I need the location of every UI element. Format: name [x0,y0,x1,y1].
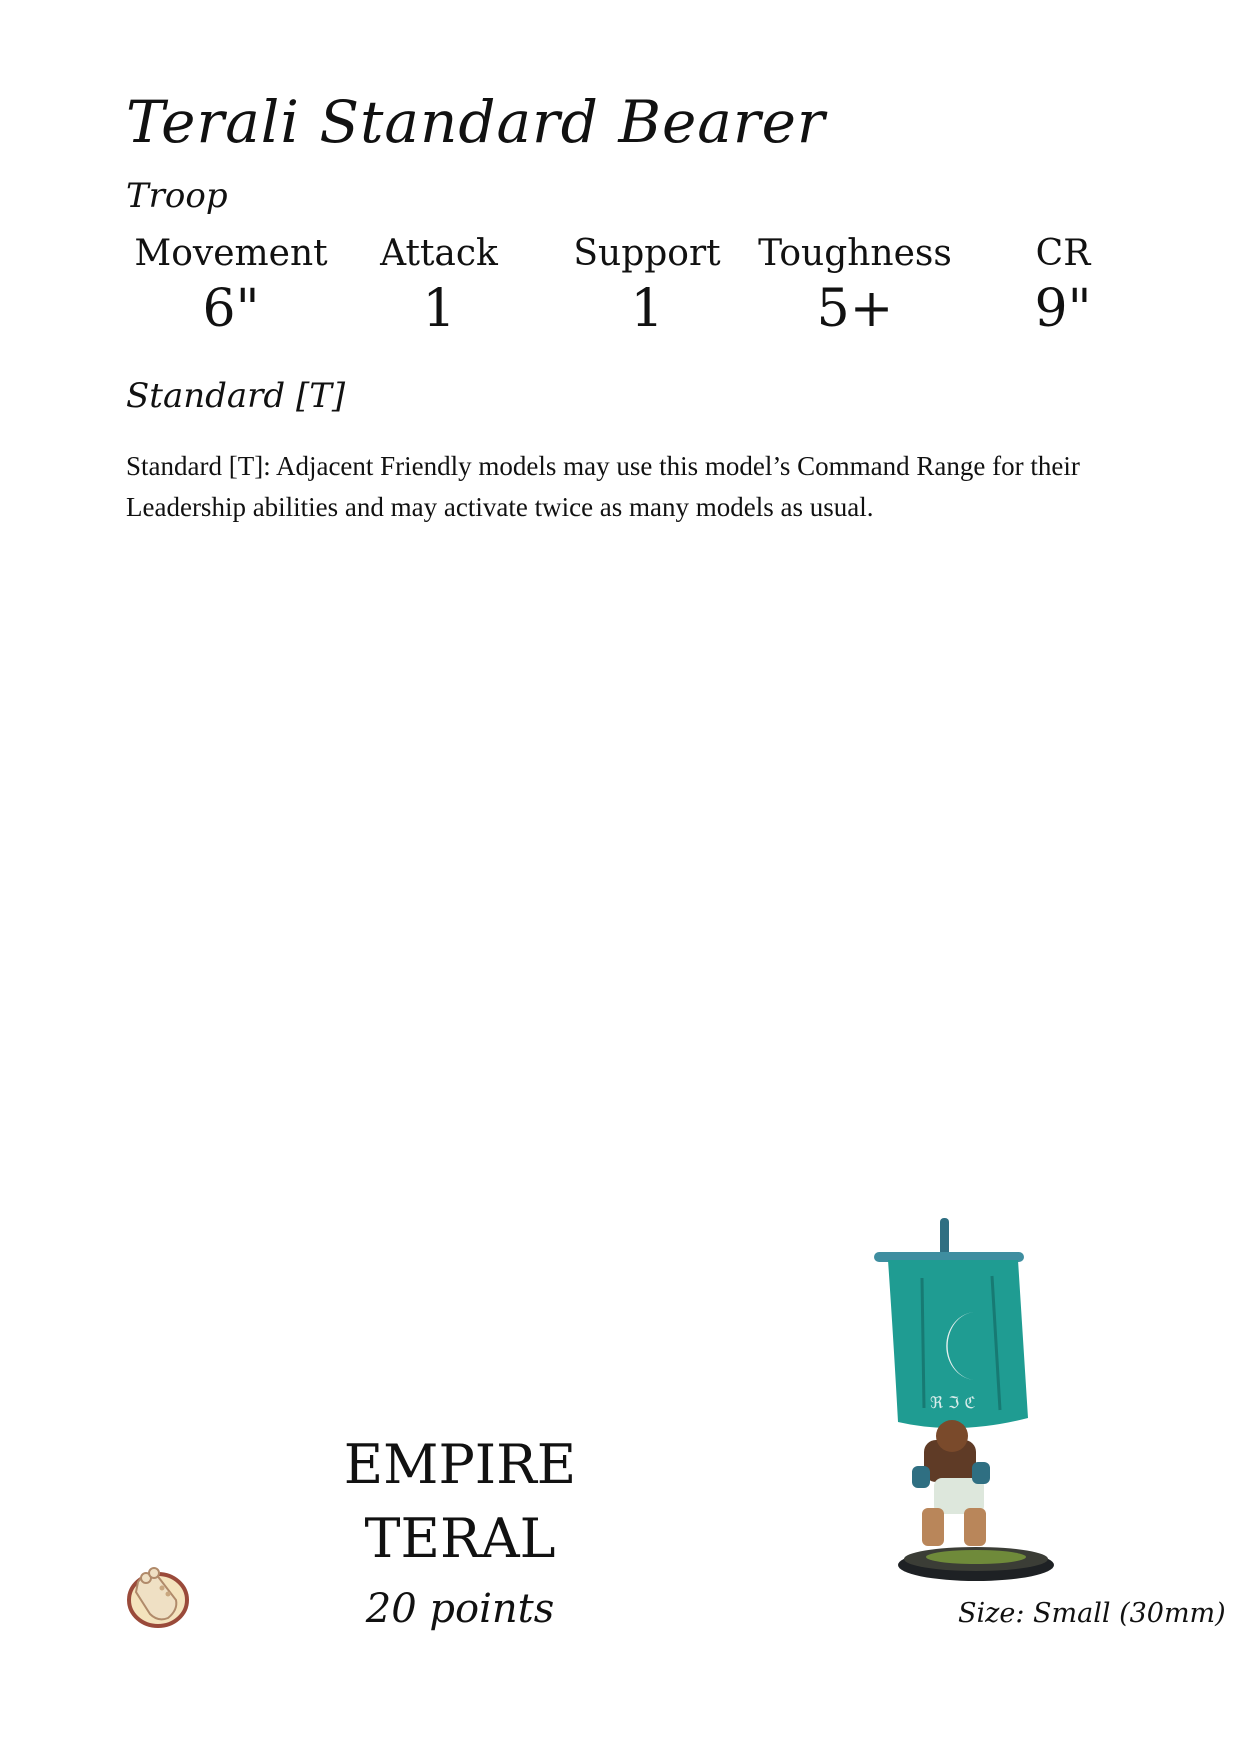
stat-label: Toughness [758,233,952,274]
faction-name [260,1428,660,1576]
points-cost: 20 points [365,1586,555,1632]
card-title: Terali Standard Bearer [126,88,826,156]
stat-value: 6" [202,279,260,339]
stat-value: 1 [630,279,664,339]
stat-attack [334,232,544,342]
unit-type: Troop [126,176,228,216]
faction-line-1: EMPIRE [343,1433,577,1496]
standard-bearer-miniature [860,1208,1100,1588]
stat-movement [126,232,336,342]
stat-label: CR [1035,233,1091,274]
keyword-list: Standard [T] [126,376,346,416]
stat-support [542,232,752,342]
stat-label: Movement [134,233,328,274]
stat-toughness [750,232,960,342]
faction-line-2: TERAL [364,1507,556,1570]
stat-label: Support [573,233,721,274]
stat-command-range [958,232,1168,342]
model-size: Size: Small (30mm) [958,1598,1226,1629]
stat-value: 1 [422,279,456,339]
stat-label: Attack [380,233,498,274]
stat-value: 9" [1034,279,1092,339]
stat-value: 5+ [816,279,894,339]
hand-logo-icon [124,1560,192,1630]
rules-text: Standard [T]: Adjacent Friendly models may use this model’s Command Range for their Leadership abilities and may activate twice as many models as usual. [126,451,1080,522]
svg-text:ℜ ℑ ℭ: ℜ ℑ ℭ [930,1393,976,1412]
stat-block [126,232,1178,352]
